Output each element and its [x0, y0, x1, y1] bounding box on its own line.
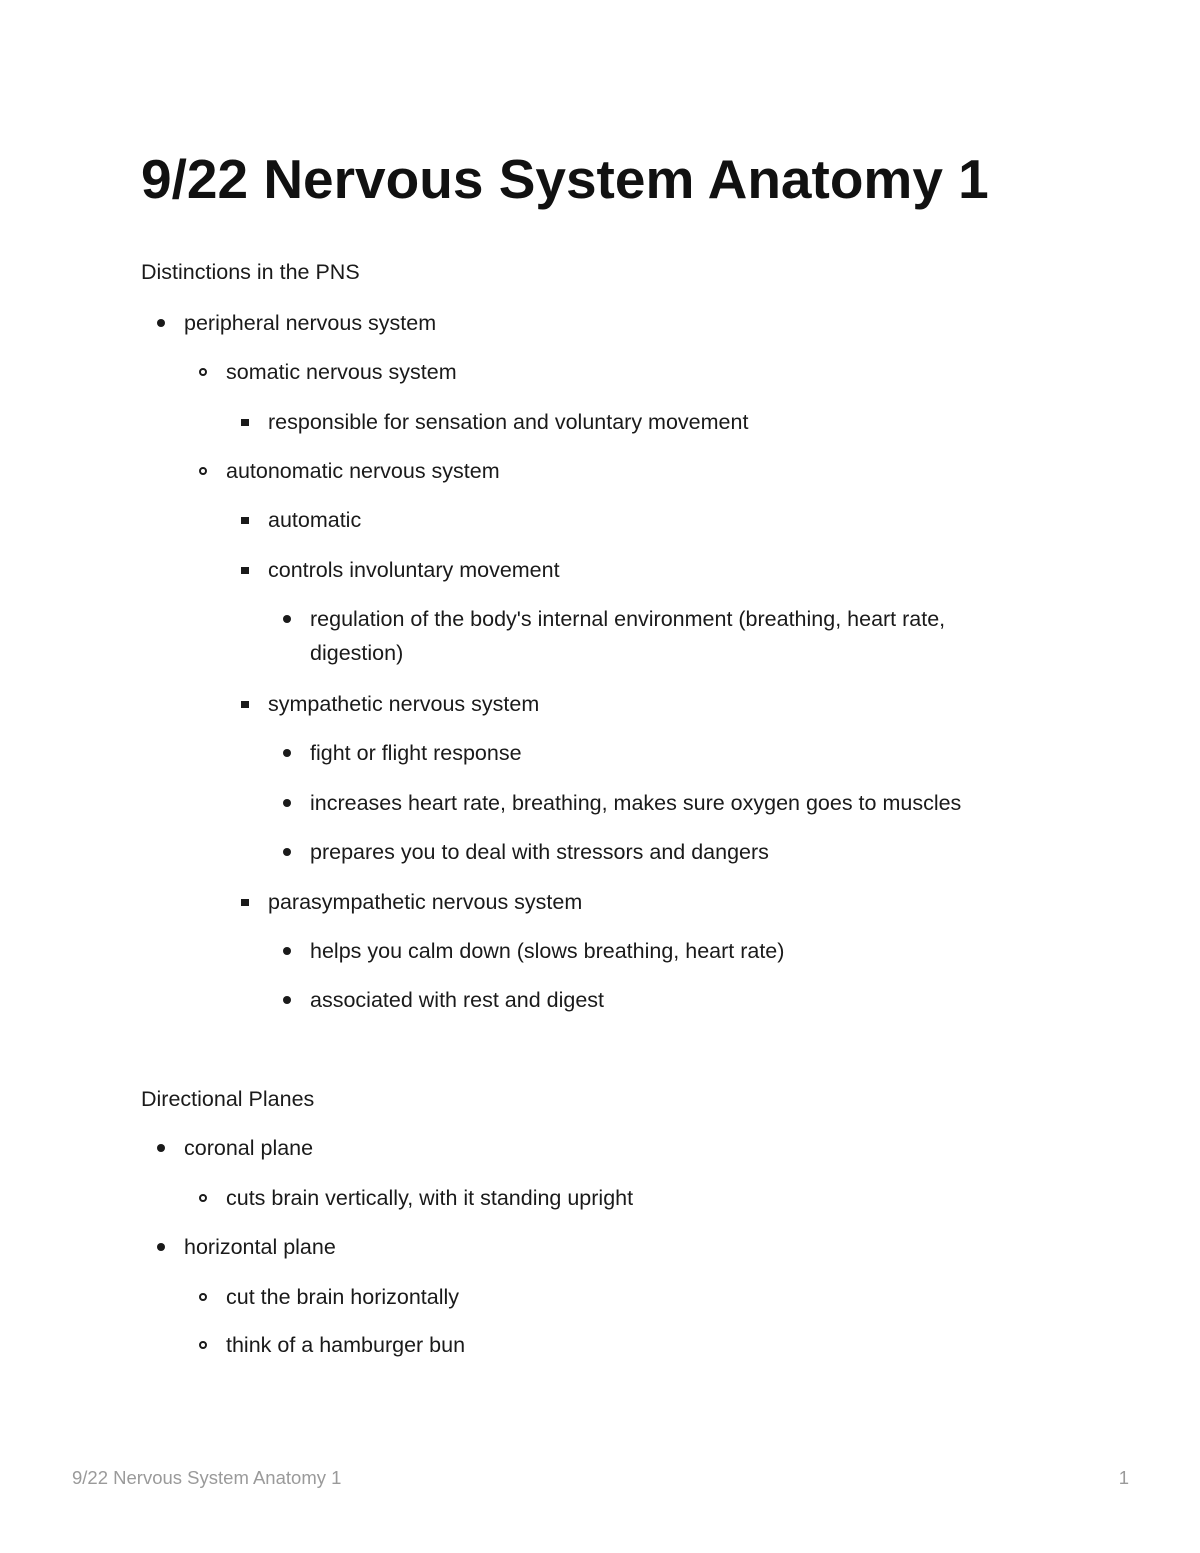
list-item — [226, 1328, 465, 1362]
square-bullet-icon — [241, 567, 249, 574]
list-item — [310, 736, 522, 770]
list-item-text: controls involuntary movement — [268, 558, 560, 582]
list-item-text: associated with rest and digest — [310, 988, 604, 1012]
list-item-text: prepares you to deal with stressors and dangers — [310, 840, 769, 864]
list-item — [310, 934, 784, 968]
disc-bullet-icon — [283, 749, 291, 757]
page-number: 1 — [1118, 1467, 1129, 1488]
list-item — [310, 786, 961, 820]
list-item — [226, 1280, 459, 1314]
disc-bullet-icon — [283, 848, 291, 856]
list-item — [310, 602, 1030, 670]
circle-bullet-icon — [199, 1341, 207, 1349]
list-item-text: horizontal plane — [184, 1235, 336, 1259]
list-item-text: regulation of the body's internal environment (breathing, heart rate, digestion) — [310, 607, 946, 665]
square-bullet-icon — [241, 899, 249, 906]
section-heading-planes: Directional Planes — [141, 1087, 315, 1111]
disc-bullet-icon — [283, 615, 291, 623]
list-item-text: automatic — [268, 508, 362, 532]
list-item-text: peripheral nervous system — [184, 311, 437, 335]
disc-bullet-icon — [283, 947, 291, 955]
list-item-text: cuts brain vertically, with it standing upright — [226, 1186, 634, 1210]
list-item-text: somatic nervous system — [226, 360, 457, 384]
footer-title: 9/22 Nervous System Anatomy 1 — [72, 1467, 342, 1488]
square-bullet-icon — [241, 517, 249, 524]
list-item-text: coronal plane — [184, 1136, 314, 1160]
list-item-text: think of a hamburger bun — [226, 1333, 466, 1357]
list-item — [268, 885, 582, 919]
circle-bullet-icon — [199, 368, 207, 376]
circle-bullet-icon — [199, 1194, 207, 1202]
list-item-text: responsible for sensation and voluntary movement — [268, 410, 749, 434]
circle-bullet-icon — [199, 467, 207, 475]
list-item — [310, 983, 604, 1017]
disc-bullet-icon — [157, 1144, 165, 1152]
list-item-text: fight or flight response — [310, 741, 522, 765]
list-item — [184, 306, 436, 340]
disc-bullet-icon — [157, 319, 165, 327]
list-item-text: cut the brain horizontally — [226, 1285, 460, 1309]
disc-bullet-icon — [283, 996, 291, 1004]
list-item — [184, 1131, 313, 1165]
list-item — [184, 1230, 336, 1264]
list-item — [268, 553, 560, 587]
list-item — [310, 835, 769, 869]
circle-bullet-icon — [199, 1293, 207, 1301]
square-bullet-icon — [241, 701, 249, 708]
section-heading-pns: Distinctions in the PNS — [141, 260, 360, 284]
disc-bullet-icon — [157, 1243, 165, 1251]
square-bullet-icon — [241, 419, 249, 426]
list-item-text: autonomatic nervous system — [226, 459, 500, 483]
list-item — [268, 503, 361, 537]
list-item-text: sympathetic nervous system — [268, 692, 540, 716]
list-item-text: parasympathetic nervous system — [268, 890, 583, 914]
disc-bullet-icon — [283, 799, 291, 807]
list-item — [226, 1181, 633, 1215]
list-item — [268, 687, 539, 721]
list-item-text: increases heart rate, breathing, makes sure oxygen goes to muscles — [310, 791, 962, 815]
page-title: 9/22 Nervous System Anatomy 1 — [141, 148, 989, 210]
list-item — [268, 405, 748, 439]
list-item-text: helps you calm down (slows breathing, heart rate) — [310, 939, 785, 963]
list-item — [226, 454, 500, 488]
list-item — [226, 355, 457, 389]
